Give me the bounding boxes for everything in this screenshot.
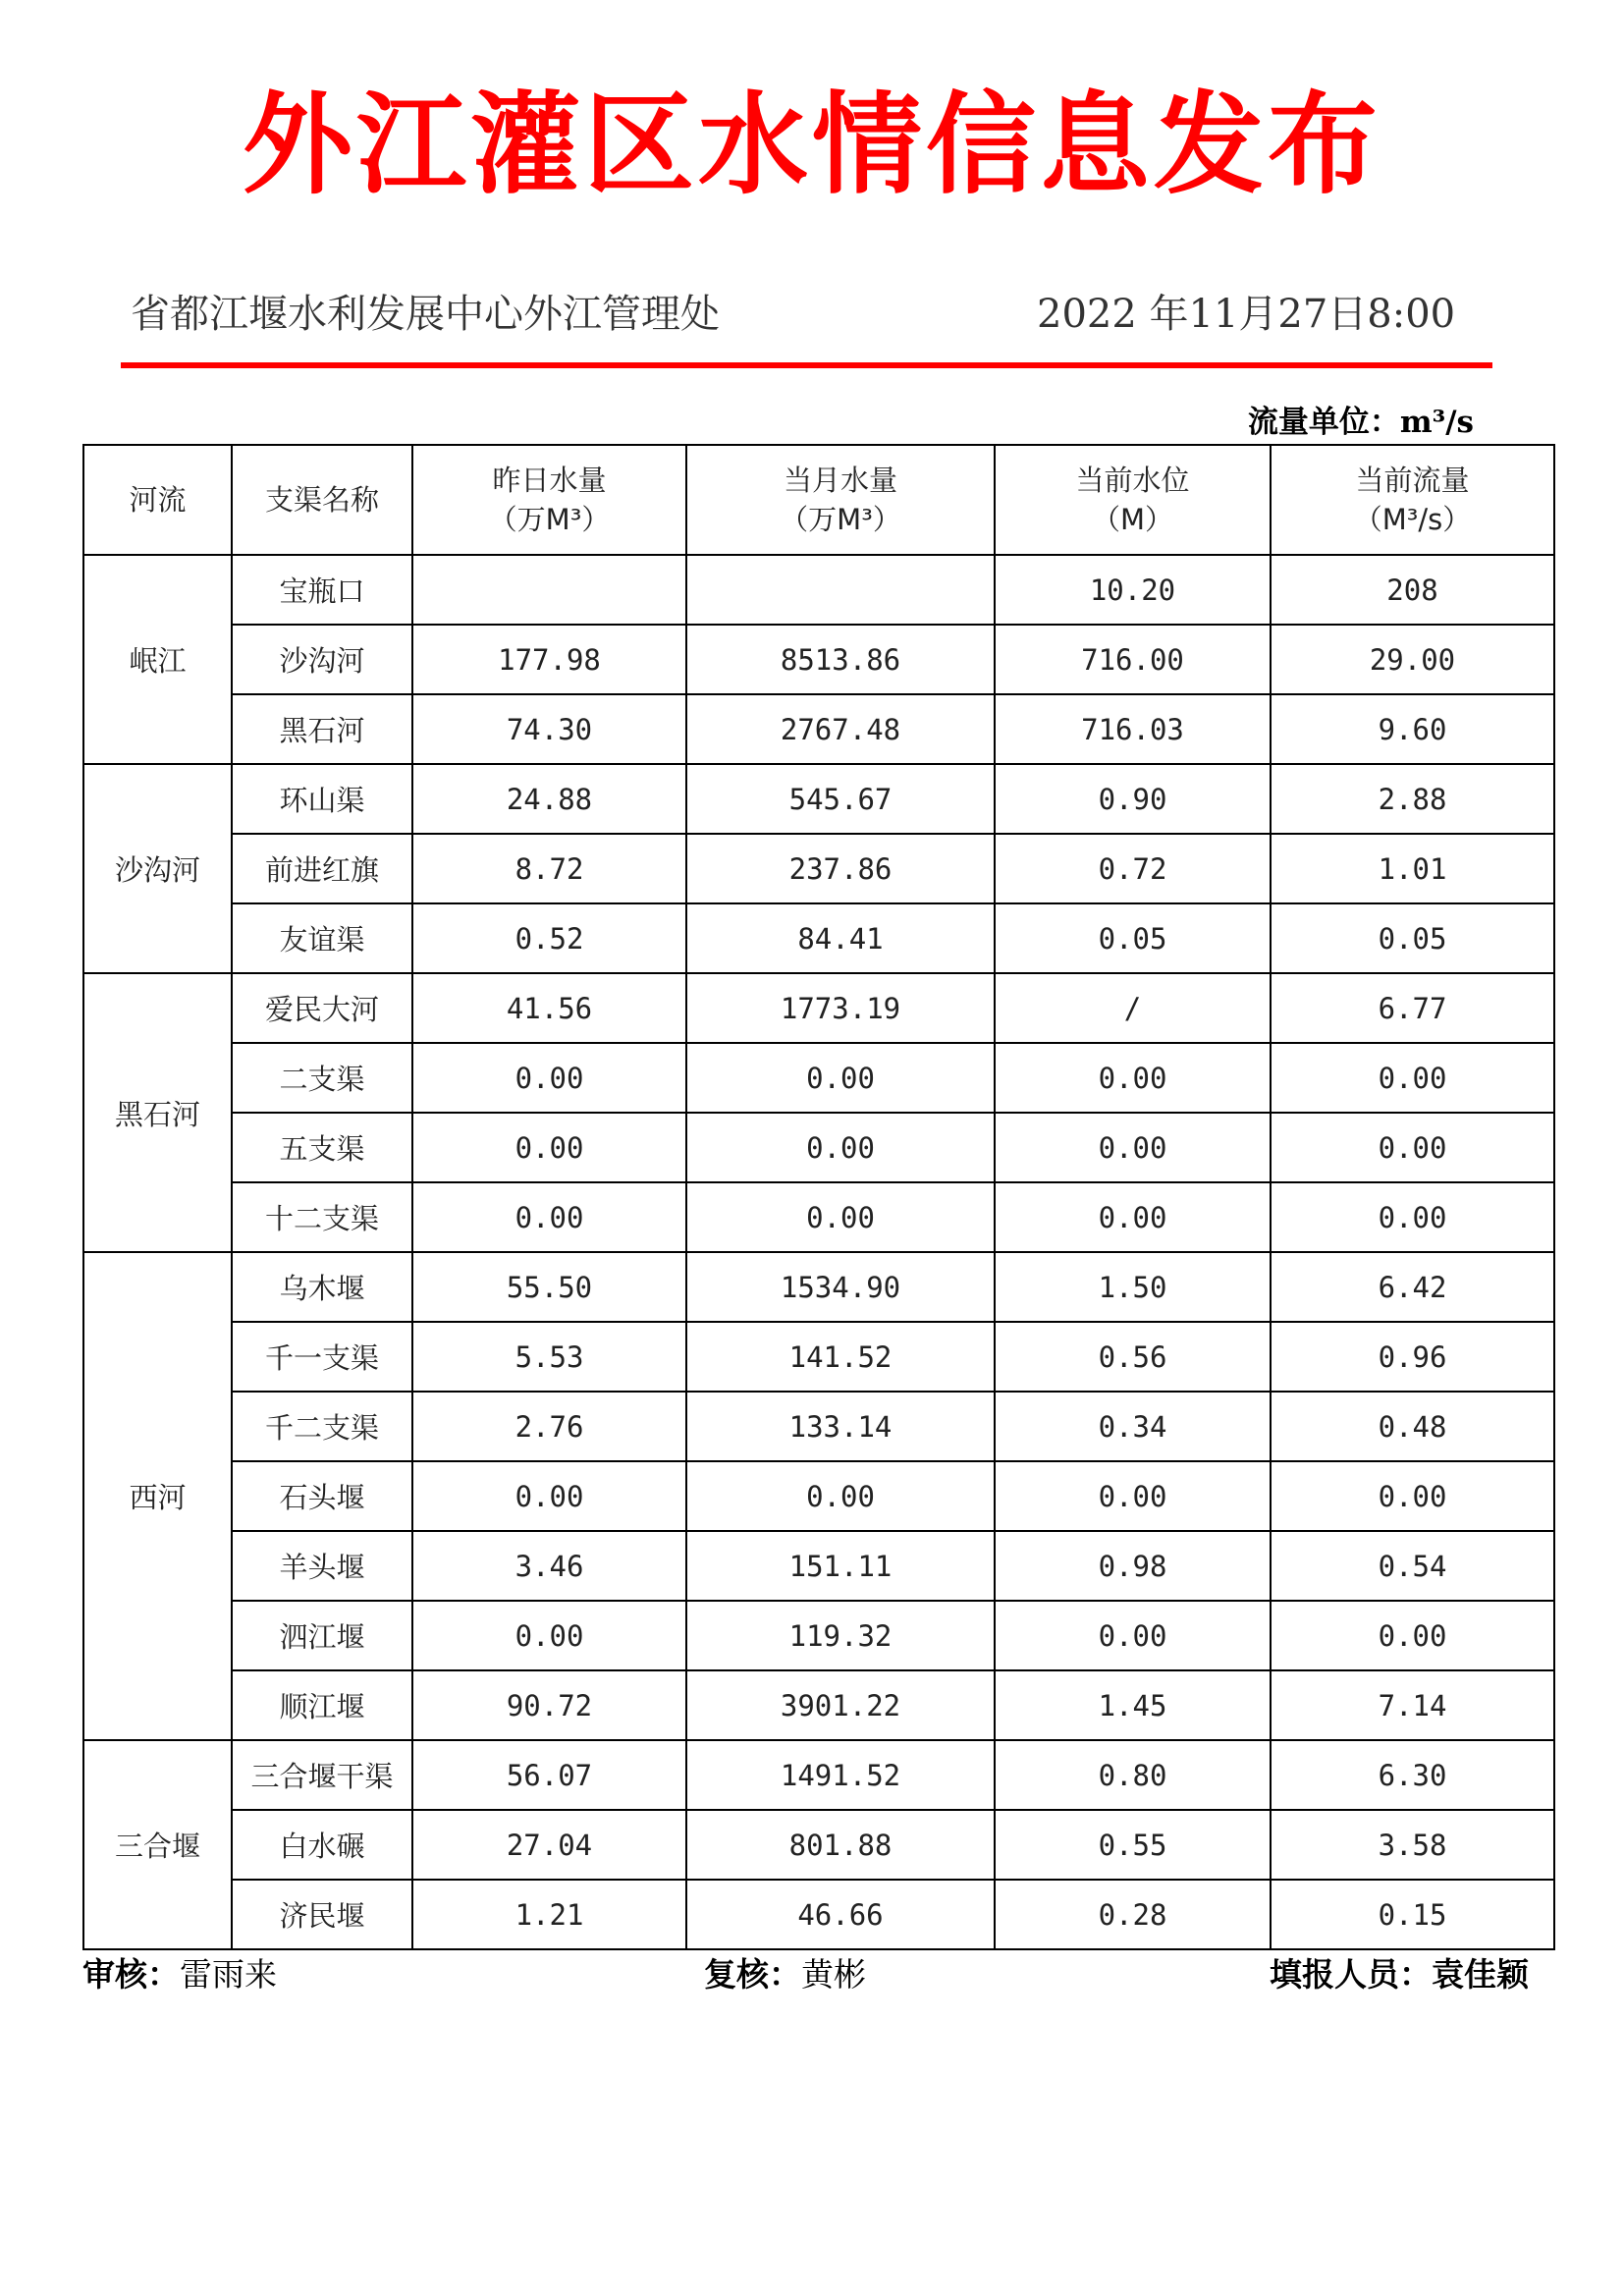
flow-cell: 0.00 xyxy=(1271,1182,1554,1252)
month-volume-cell: 3901.22 xyxy=(686,1670,995,1740)
flow-unit-label: 流量单位：m³/s xyxy=(1247,405,1474,440)
branch-cell: 千二支渠 xyxy=(232,1392,412,1461)
branch-cell: 黑石河 xyxy=(232,694,412,764)
table-row xyxy=(83,764,1554,834)
header-water-level: 当前水位 （M） xyxy=(995,445,1271,555)
river-cell: 西河 xyxy=(83,1252,232,1740)
month-volume-cell: 237.86 xyxy=(686,834,995,903)
month-volume-cell: 2767.48 xyxy=(686,694,995,764)
water-info-table xyxy=(82,444,1555,1950)
branch-cell: 宝瓶口 xyxy=(232,555,412,625)
month-volume-cell: 46.66 xyxy=(686,1880,995,1949)
water-level-cell: 1.45 xyxy=(995,1670,1271,1740)
month-volume-cell: 0.00 xyxy=(686,1043,995,1113)
month-volume-cell: 141.52 xyxy=(686,1322,995,1392)
yesterday-volume-cell: 0.00 xyxy=(412,1113,686,1182)
reviewer-name: 雷雨来 xyxy=(180,1955,277,1994)
table-row xyxy=(83,1252,1554,1322)
branch-cell: 二支渠 xyxy=(232,1043,412,1113)
header-branch: 支渠名称 xyxy=(232,445,412,555)
flow-cell: 2.88 xyxy=(1271,764,1554,834)
water-level-cell: 0.34 xyxy=(995,1392,1271,1461)
table-row xyxy=(83,1670,1554,1740)
branch-cell: 白水碾 xyxy=(232,1810,412,1880)
flow-cell: 0.15 xyxy=(1271,1880,1554,1949)
river-cell: 沙沟河 xyxy=(83,764,232,973)
yesterday-volume-cell: 0.52 xyxy=(412,903,686,973)
month-volume-cell: 8513.86 xyxy=(686,625,995,694)
water-level-cell: 0.98 xyxy=(995,1531,1271,1601)
flow-cell: 0.00 xyxy=(1271,1601,1554,1670)
table-header-row xyxy=(83,445,1554,555)
branch-cell: 羊头堰 xyxy=(232,1531,412,1601)
branch-cell: 千一支渠 xyxy=(232,1322,412,1392)
table-row xyxy=(83,1182,1554,1252)
water-level-cell: 0.80 xyxy=(995,1740,1271,1810)
branch-cell: 三合堰干渠 xyxy=(232,1740,412,1810)
month-volume-cell: 133.14 xyxy=(686,1392,995,1461)
water-level-cell: 716.00 xyxy=(995,625,1271,694)
yesterday-volume-cell: 2.76 xyxy=(412,1392,686,1461)
water-level-cell: / xyxy=(995,973,1271,1043)
branch-cell: 友谊渠 xyxy=(232,903,412,973)
month-volume-cell: 1491.52 xyxy=(686,1740,995,1810)
branch-cell: 乌木堰 xyxy=(232,1252,412,1322)
water-level-cell: 0.72 xyxy=(995,834,1271,903)
flow-cell: 0.96 xyxy=(1271,1322,1554,1392)
month-volume-cell: 1773.19 xyxy=(686,973,995,1043)
table-row xyxy=(83,625,1554,694)
branch-cell: 济民堰 xyxy=(232,1880,412,1949)
flow-cell: 1.01 xyxy=(1271,834,1554,903)
yesterday-volume-cell: 74.30 xyxy=(412,694,686,764)
water-level-cell: 716.03 xyxy=(995,694,1271,764)
table-body xyxy=(83,555,1554,1949)
table-row xyxy=(83,1461,1554,1531)
month-volume-cell: 119.32 xyxy=(686,1601,995,1670)
water-level-cell: 0.55 xyxy=(995,1810,1271,1880)
page-title: 外江灌区水情信息发布 xyxy=(243,82,1381,209)
flow-cell: 3.58 xyxy=(1271,1810,1554,1880)
yesterday-volume-cell: 0.00 xyxy=(412,1043,686,1113)
month-volume-cell: 151.11 xyxy=(686,1531,995,1601)
table-row xyxy=(83,1322,1554,1392)
month-volume-cell: 0.00 xyxy=(686,1461,995,1531)
filer xyxy=(1270,1952,1529,1997)
branch-cell: 顺江堰 xyxy=(232,1670,412,1740)
table-row xyxy=(83,1043,1554,1113)
flow-cell: 0.05 xyxy=(1271,903,1554,973)
month-volume-cell xyxy=(686,555,995,625)
water-level-cell: 0.00 xyxy=(995,1113,1271,1182)
flow-cell: 0.48 xyxy=(1271,1392,1554,1461)
table-row xyxy=(83,1810,1554,1880)
yesterday-volume-cell: 55.50 xyxy=(412,1252,686,1322)
yesterday-volume-cell: 5.53 xyxy=(412,1322,686,1392)
branch-cell: 沙沟河 xyxy=(232,625,412,694)
flow-cell: 0.54 xyxy=(1271,1531,1554,1601)
flow-cell: 0.00 xyxy=(1271,1113,1554,1182)
water-level-cell: 1.50 xyxy=(995,1252,1271,1322)
yesterday-volume-cell: 56.07 xyxy=(412,1740,686,1810)
water-level-cell: 0.00 xyxy=(995,1461,1271,1531)
yesterday-volume-cell: 8.72 xyxy=(412,834,686,903)
header-yesterday-volume: 昨日水量 （万M³） xyxy=(412,445,686,555)
month-volume-cell: 0.00 xyxy=(686,1113,995,1182)
month-volume-cell: 84.41 xyxy=(686,903,995,973)
month-volume-cell: 545.67 xyxy=(686,764,995,834)
water-level-cell: 0.00 xyxy=(995,1601,1271,1670)
flow-cell: 0.00 xyxy=(1271,1043,1554,1113)
header-divider xyxy=(121,362,1492,368)
table-row xyxy=(83,973,1554,1043)
rechecker-label: 复核： xyxy=(704,1955,801,1994)
yesterday-volume-cell: 0.00 xyxy=(412,1461,686,1531)
header-month-volume: 当月水量 （万M³） xyxy=(686,445,995,555)
yesterday-volume-cell: 27.04 xyxy=(412,1810,686,1880)
river-cell: 岷江 xyxy=(83,555,232,764)
month-volume-cell: 1534.90 xyxy=(686,1252,995,1322)
branch-cell: 十二支渠 xyxy=(232,1182,412,1252)
report-time: 2022 年11月27日8:00 xyxy=(1037,292,1456,337)
flow-cell: 9.60 xyxy=(1271,694,1554,764)
header-flow: 当前流量 （M³/s） xyxy=(1271,445,1554,555)
water-level-cell: 0.90 xyxy=(995,764,1271,834)
branch-cell: 前进红旗 xyxy=(232,834,412,903)
reviewer-label: 审核： xyxy=(82,1955,180,1994)
month-volume-cell: 801.88 xyxy=(686,1810,995,1880)
flow-cell: 6.30 xyxy=(1271,1740,1554,1810)
table-row xyxy=(83,1113,1554,1182)
yesterday-volume-cell: 24.88 xyxy=(412,764,686,834)
table-row xyxy=(83,1601,1554,1670)
branch-cell: 爱民大河 xyxy=(232,973,412,1043)
table-row xyxy=(83,1880,1554,1949)
yesterday-volume-cell: 41.56 xyxy=(412,973,686,1043)
filer-label: 填报人员： xyxy=(1270,1955,1432,1994)
water-level-cell: 0.00 xyxy=(995,1043,1271,1113)
water-level-cell: 0.28 xyxy=(995,1880,1271,1949)
month-volume-cell: 0.00 xyxy=(686,1182,995,1252)
yesterday-volume-cell xyxy=(412,555,686,625)
water-level-cell: 0.00 xyxy=(995,1182,1271,1252)
reviewer xyxy=(82,1952,277,1997)
flow-cell: 29.00 xyxy=(1271,625,1554,694)
yesterday-volume-cell: 1.21 xyxy=(412,1880,686,1949)
rechecker-name: 黄彬 xyxy=(801,1955,866,1994)
rechecker xyxy=(704,1952,866,1997)
flow-cell: 208 xyxy=(1271,555,1554,625)
yesterday-volume-cell: 177.98 xyxy=(412,625,686,694)
branch-cell: 五支渠 xyxy=(232,1113,412,1182)
header-river: 河流 xyxy=(83,445,232,555)
flow-cell: 6.42 xyxy=(1271,1252,1554,1322)
water-level-cell: 10.20 xyxy=(995,555,1271,625)
yesterday-volume-cell: 0.00 xyxy=(412,1182,686,1252)
flow-cell: 6.77 xyxy=(1271,973,1554,1043)
water-level-cell: 0.56 xyxy=(995,1322,1271,1392)
yesterday-volume-cell: 3.46 xyxy=(412,1531,686,1601)
table-row xyxy=(83,834,1554,903)
branch-cell: 石头堰 xyxy=(232,1461,412,1531)
yesterday-volume-cell: 0.00 xyxy=(412,1601,686,1670)
table-row xyxy=(83,1531,1554,1601)
flow-cell: 7.14 xyxy=(1271,1670,1554,1740)
table-row xyxy=(83,694,1554,764)
table-row xyxy=(83,1740,1554,1810)
yesterday-volume-cell: 90.72 xyxy=(412,1670,686,1740)
branch-cell: 环山渠 xyxy=(232,764,412,834)
organization-name: 省都江堰水利发展中心外江管理处 xyxy=(131,292,720,337)
flow-cell: 0.00 xyxy=(1271,1461,1554,1531)
water-level-cell: 0.05 xyxy=(995,903,1271,973)
branch-cell: 泗江堰 xyxy=(232,1601,412,1670)
table-row xyxy=(83,555,1554,625)
table-row xyxy=(83,1392,1554,1461)
river-cell: 黑石河 xyxy=(83,973,232,1252)
table-row xyxy=(83,903,1554,973)
filer-name: 袁佳颖 xyxy=(1432,1955,1529,1994)
river-cell: 三合堰 xyxy=(83,1740,232,1949)
